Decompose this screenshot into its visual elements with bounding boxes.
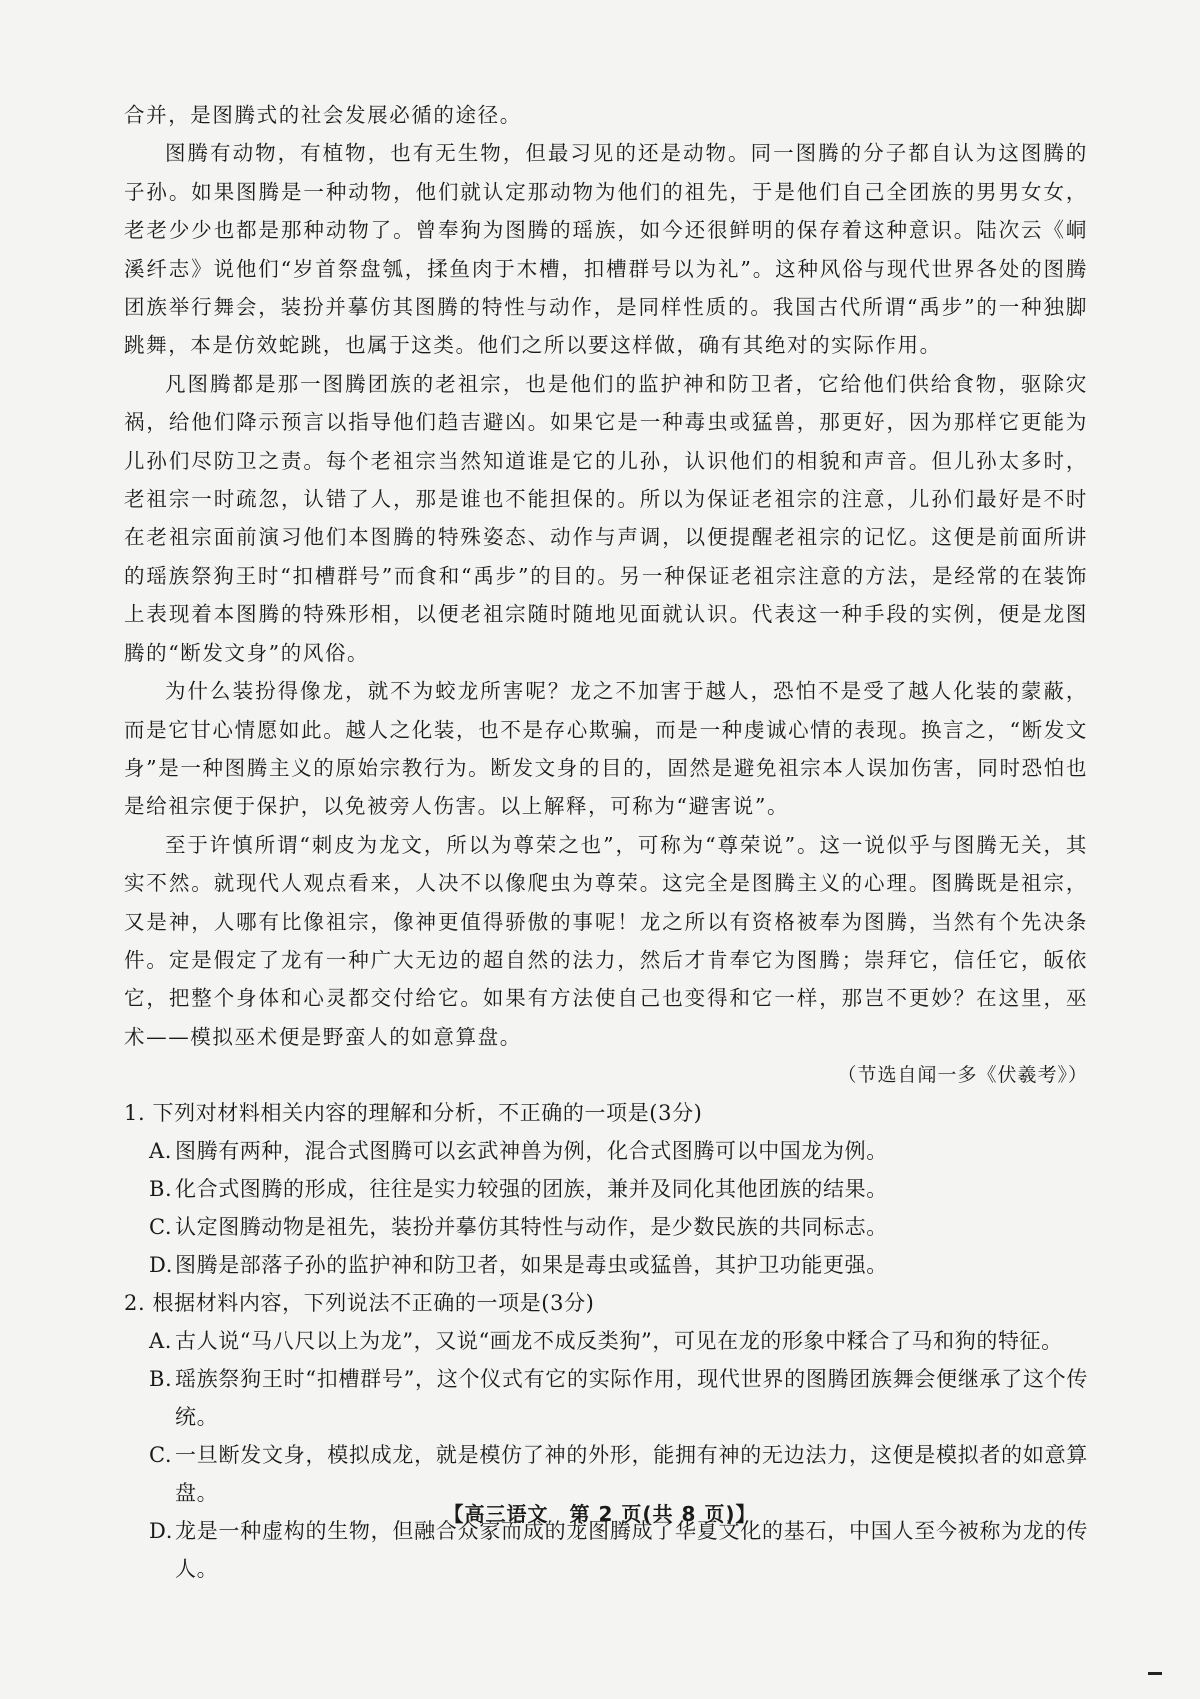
option-letter: C. [149, 1215, 173, 1240]
option-b [149, 1360, 1088, 1436]
paragraph-totem-types: 图腾有动物，有植物，也有无生物，但最习见的还是动物。同一图腾的分子都自认为这图腾的子孙。如果图腾是一种动物，他们就认定那动物为他们的祖先，于是他们自己全团族的男男女女，老老少少也都是那种动物了。曾奉狗为图腾的瑶族，如今还很鲜明的保存着这种意识。陆次云《峒溪纤志》说他们“岁首祭盘瓠，揉鱼肉于木槽，扣槽群号以为礼”。这种风俗与现代世界各处的图腾团族举行舞会，装扮并摹仿其图腾的特性与动作，是同样性质的。我国古代所谓“禹步”的一种独脚跳舞，本是仿效蛇跳，也属于这类。他们之所以要这样做，确有其绝对的实际作用。 [124, 141, 1088, 358]
corner-mark [1148, 1672, 1162, 1675]
paragraph-continuation: 合并，是图腾式的社会发展必循的途径。 [124, 103, 522, 127]
option-d [149, 1246, 1088, 1284]
option-letter: C. [149, 1443, 173, 1468]
question-stem: 1. 下列对材料相关内容的理解和分析，不正确的一项是(3分) [124, 1101, 703, 1126]
source-citation: （节选自闻一多《伏羲考》） [837, 1064, 1088, 1087]
option-c [149, 1208, 1088, 1246]
option-text: 图腾是部落子孙的监护神和防卫者，如果是毒虫或猛兽，其护卫功能更强。 [175, 1253, 888, 1278]
option-letter: D. [149, 1519, 173, 1544]
option-b [149, 1170, 1088, 1208]
question-stem: 2. 根据材料内容，下列说法不正确的一项是(3分) [124, 1291, 595, 1316]
option-text: 化合式图腾的形成，往往是实力较强的团族，兼并及同化其他团族的结果。 [175, 1177, 888, 1202]
option-text: 龙是一种虚构的生物，但融合众家而成的龙图腾成了华夏文化的基石，中国人至今被称为龙的传人。 [175, 1519, 1088, 1582]
option-text: 瑶族祭狗王时“扣槽群号”，这个仪式有它的实际作用，现代世界的图腾团族舞会便继承了这个传统。 [175, 1367, 1088, 1430]
option-letter: B. [149, 1177, 173, 1202]
option-a [149, 1132, 1088, 1170]
option-letter: A. [149, 1139, 173, 1164]
option-text: 认定图腾动物是祖先，装扮并摹仿其特性与动作，是少数民族的共同标志。 [175, 1215, 888, 1240]
paragraph-avoid-harm: 为什么装扮得像龙，就不为蛟龙所害呢？龙之不加害于越人，恐怕不是受了越人化装的蒙蔽，而是它甘心情愿如此。越人之化装，也不是存心欺骗，而是一种虔诚心情的表现。换言之，“断发文身”是一种图腾主义的原始宗教行为。断发文身的目的，固然是避免祖宗本人误加伤害，同时恐怕也是给祖宗便于保护，以免被旁人伤害。以上解释，可称为“避害说”。 [124, 679, 1088, 819]
page-footer: 【高三语文 第 2 页(共 8 页)】 [443, 1502, 757, 1526]
option-text: 图腾有两种，混合式图腾可以玄武神兽为例，化合式图腾可以中国龙为例。 [175, 1139, 888, 1164]
option-a [149, 1322, 1088, 1360]
option-letter: A. [149, 1329, 173, 1354]
option-text: 一旦断发文身，模拟成龙，就是模仿了神的外形，能拥有神的无边法力，这便是模拟者的如意算盘。 [175, 1443, 1088, 1506]
option-letter: D. [149, 1253, 173, 1278]
option-letter: B. [149, 1367, 173, 1392]
question-1 [124, 1094, 1088, 1284]
question-2 [124, 1284, 1088, 1588]
option-text: 古人说“马八尺以上为龙”，又说“画龙不成反类狗”，可见在龙的形象中糅合了马和狗的特征。 [175, 1329, 1063, 1354]
paragraph-honor-theory: 至于许慎所谓“刺皮为龙文，所以为尊荣之也”，可称为“尊荣说”。这一说似乎与图腾无关，其实不然。就现代人观点看来，人决不以像爬虫为尊荣。这完全是图腾主义的心理。图腾既是祖宗，又是神，人哪有比像祖宗，像神更值得骄傲的事呢！龙之所以有资格被奉为图腾，当然有个先决条件。定是假定了龙有一种广大无边的超自然的法力，然后才肯奉它为图腾；崇拜它，信任它，皈依它，把整个身体和心灵都交付给它。如果有方法使自己也变得和它一样，那岂不更妙？在这里，巫术——模拟巫术便是野蛮人的如意算盘。 [124, 832, 1088, 1049]
paragraph-totem-guardian: 凡图腾都是那一图腾团族的老祖宗，也是他们的监护神和防卫者，它给他们供给食物，驱除灾祸，给他们降示预言以指导他们趋吉避凶。如果它是一种毒虫或猛兽，那更好，因为那样它更能为儿孙们尽防卫之责。每个老祖宗当然知道谁是它的儿孙，认识他们的相貌和声音。但儿孙太多时，老祖宗一时疏忽，认错了人，那是谁也不能担保的。所以为保证老祖宗的注意，儿孙们最好是不时在老祖宗面前演习他们本图腾的特殊姿态、动作与声调，以便提醒老祖宗的记忆。这便是前面所讲的瑶族祭狗王时“扣槽群号”而食和“禹步”的目的。另一种保证老祖宗注意的方法，是经常的在装饰上表现着本图腾的特殊形相，以便老祖宗随时随地见面就认识。代表这一种手段的实例，便是龙图腾的“断发文身”的风俗。 [124, 371, 1088, 665]
